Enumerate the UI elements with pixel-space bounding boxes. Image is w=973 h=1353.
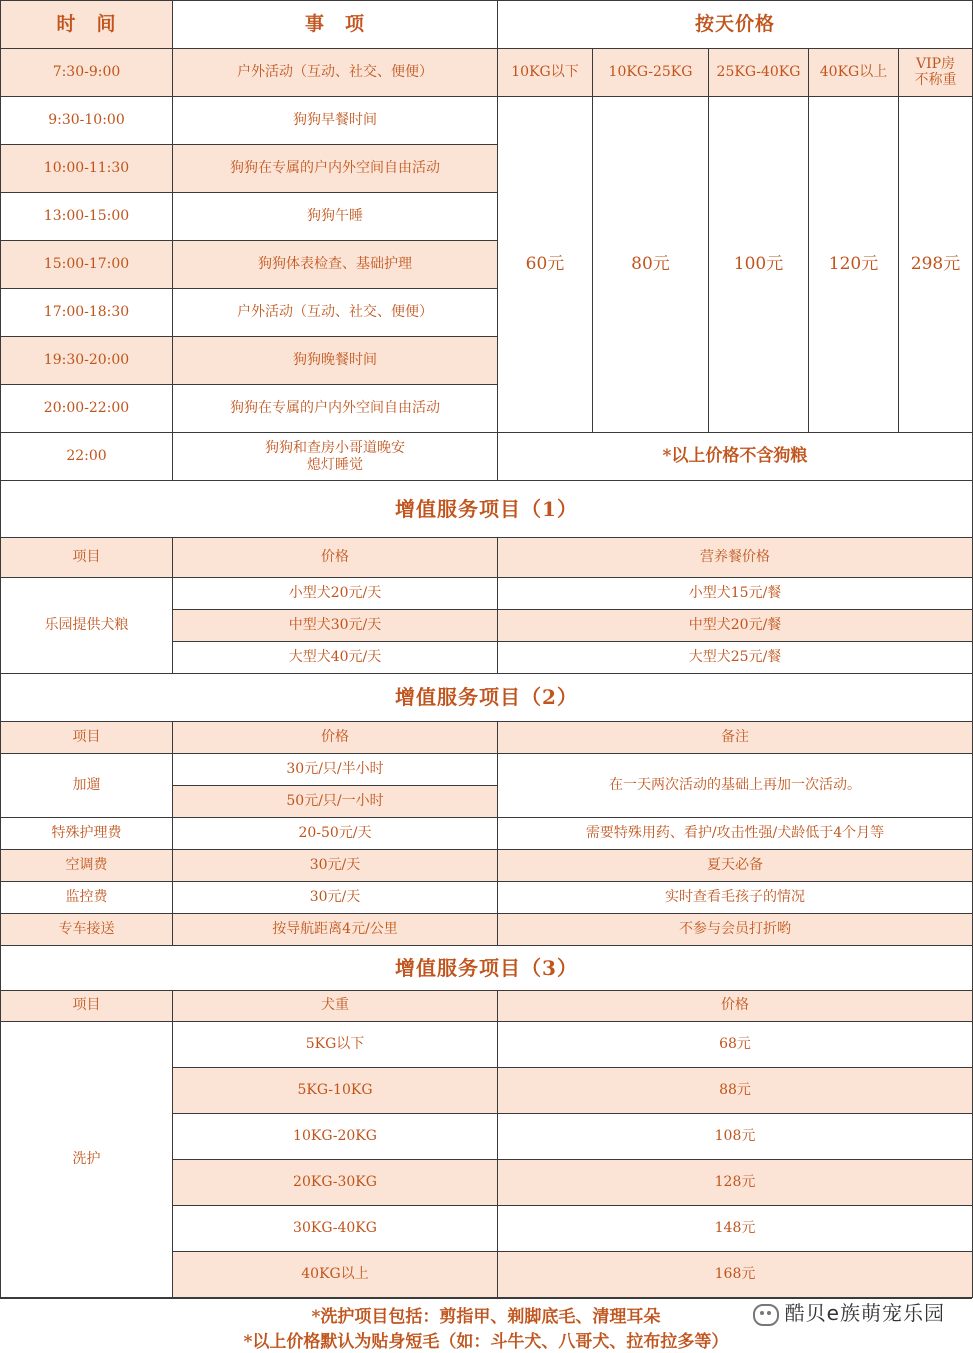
schedule-time: 13:00-15:00 bbox=[1, 193, 173, 241]
price-note: *以上价格不含狗粮 bbox=[498, 433, 973, 481]
footer-note-coat: *以上价格默认为贴身短毛（如：斗牛犬、八哥犬、拉布拉多等） bbox=[243, 1332, 729, 1352]
schedule-time: 20:00-22:00 bbox=[1, 385, 173, 433]
price-value: 120元 bbox=[809, 97, 899, 433]
service-remark: 不参与会员打折哟 bbox=[498, 914, 973, 946]
header-time: 时 间 bbox=[1, 1, 173, 49]
tier-header: 40KG以上 bbox=[809, 49, 899, 97]
schedule-item: 狗狗午睡 bbox=[173, 193, 498, 241]
schedule-item: 狗狗在专属的户内外空间自由活动 bbox=[173, 145, 498, 193]
col-header-remark: 备注 bbox=[498, 722, 973, 754]
service-remark: 实时查看毛孩子的情况 bbox=[498, 882, 973, 914]
col-header-price: 价格 bbox=[173, 722, 498, 754]
schedule-item: 狗狗体表检查、基础护理 bbox=[173, 241, 498, 289]
grooming-price: 88元 bbox=[498, 1068, 973, 1114]
grooming-price: 68元 bbox=[498, 1022, 973, 1068]
service2-table bbox=[0, 673, 973, 946]
grooming-name: 洗护 bbox=[1, 1022, 173, 1298]
service3-title: 增值服务项目（3） bbox=[1, 946, 973, 991]
schedule-item: 狗狗和查房小哥道晚安 熄灯睡觉 bbox=[173, 433, 498, 481]
schedule-time: 9:30-10:00 bbox=[1, 97, 173, 145]
walk-remark: 在一天两次活动的基础上再加一次活动。 bbox=[498, 754, 973, 818]
grooming-weight: 10KG-20KG bbox=[173, 1114, 498, 1160]
price-value: 60元 bbox=[498, 97, 593, 433]
meal-price: 小型犬15元/餐 bbox=[498, 578, 973, 610]
food-price: 小型犬20元/天 bbox=[173, 578, 498, 610]
schedule-time: 17:00-18:30 bbox=[1, 289, 173, 337]
price-value: 298元 bbox=[899, 97, 973, 433]
watermark-text: 酷贝e族萌宠乐园 bbox=[784, 1301, 945, 1325]
food-price: 中型犬30元/天 bbox=[173, 610, 498, 642]
schedule-time: 10:00-11:30 bbox=[1, 145, 173, 193]
grooming-weight: 20KG-30KG bbox=[173, 1160, 498, 1206]
schedule-time: 7:30-9:00 bbox=[1, 49, 173, 97]
service2-title: 增值服务项目（2） bbox=[1, 674, 973, 722]
col-header-price: 价格 bbox=[173, 538, 498, 578]
service-price: 按导航距离4元/公里 bbox=[173, 914, 498, 946]
grooming-weight: 40KG以上 bbox=[173, 1252, 498, 1298]
wechat-icon bbox=[753, 1304, 779, 1326]
walk-name: 加遛 bbox=[1, 754, 173, 818]
tier-header: 10KG以下 bbox=[498, 49, 593, 97]
meal-price: 大型犬25元/餐 bbox=[498, 642, 973, 674]
col-header-meal: 营养餐价格 bbox=[498, 538, 973, 578]
service-price: 20-50元/天 bbox=[173, 818, 498, 850]
service-price: 30元/天 bbox=[173, 882, 498, 914]
walk-price: 50元/只/一小时 bbox=[173, 786, 498, 818]
schedule-table bbox=[0, 0, 973, 481]
watermark bbox=[753, 1297, 945, 1326]
service1-table bbox=[0, 480, 973, 674]
grooming-price: 128元 bbox=[498, 1160, 973, 1206]
schedule-item: 狗狗晚餐时间 bbox=[173, 337, 498, 385]
header-item: 事 项 bbox=[173, 1, 498, 49]
col-header-price: 价格 bbox=[498, 991, 973, 1022]
schedule-time: 22:00 bbox=[1, 433, 173, 481]
walk-price: 30元/只/半小时 bbox=[173, 754, 498, 786]
grooming-price: 168元 bbox=[498, 1252, 973, 1298]
schedule-item: 户外活动（互动、社交、便便） bbox=[173, 289, 498, 337]
service-name: 监控费 bbox=[1, 882, 173, 914]
grooming-price: 148元 bbox=[498, 1206, 973, 1252]
service-price: 30元/天 bbox=[173, 850, 498, 882]
col-header-item: 项目 bbox=[1, 722, 173, 754]
col-header-weight: 犬重 bbox=[173, 991, 498, 1022]
price-value: 80元 bbox=[593, 97, 709, 433]
service-name: 专车接送 bbox=[1, 914, 173, 946]
schedule-item: 狗狗在专属的户内外空间自由活动 bbox=[173, 385, 498, 433]
service-remark: 夏天必备 bbox=[498, 850, 973, 882]
tier-header-vip: VIP房 不称重 bbox=[899, 49, 973, 97]
schedule-item: 户外活动（互动、社交、便便） bbox=[173, 49, 498, 97]
service-name: 空调费 bbox=[1, 850, 173, 882]
service-remark: 需要特殊用药、看护/攻击性强/犬龄低于4个月等 bbox=[498, 818, 973, 850]
footer-note-grooming: *洗护项目包括：剪指甲、剃脚底毛、清理耳朵 bbox=[311, 1307, 661, 1327]
col-header-item: 项目 bbox=[1, 991, 173, 1022]
service1-name: 乐园提供犬粮 bbox=[1, 578, 173, 674]
header-daily-price: 按天价格 bbox=[498, 1, 973, 49]
service1-title: 增值服务项目（1） bbox=[1, 481, 973, 538]
price-value: 100元 bbox=[709, 97, 809, 433]
tier-header: 10KG-25KG bbox=[593, 49, 709, 97]
meal-price: 中型犬20元/餐 bbox=[498, 610, 973, 642]
col-header-item: 项目 bbox=[1, 538, 173, 578]
service3-table bbox=[0, 945, 973, 1298]
schedule-time: 19:30-20:00 bbox=[1, 337, 173, 385]
grooming-weight: 5KG-10KG bbox=[173, 1068, 498, 1114]
schedule-item: 狗狗早餐时间 bbox=[173, 97, 498, 145]
grooming-price: 108元 bbox=[498, 1114, 973, 1160]
service-name: 特殊护理费 bbox=[1, 818, 173, 850]
grooming-weight: 5KG以下 bbox=[173, 1022, 498, 1068]
food-price: 大型犬40元/天 bbox=[173, 642, 498, 674]
grooming-weight: 30KG-40KG bbox=[173, 1206, 498, 1252]
schedule-time: 15:00-17:00 bbox=[1, 241, 173, 289]
tier-header: 25KG-40KG bbox=[709, 49, 809, 97]
